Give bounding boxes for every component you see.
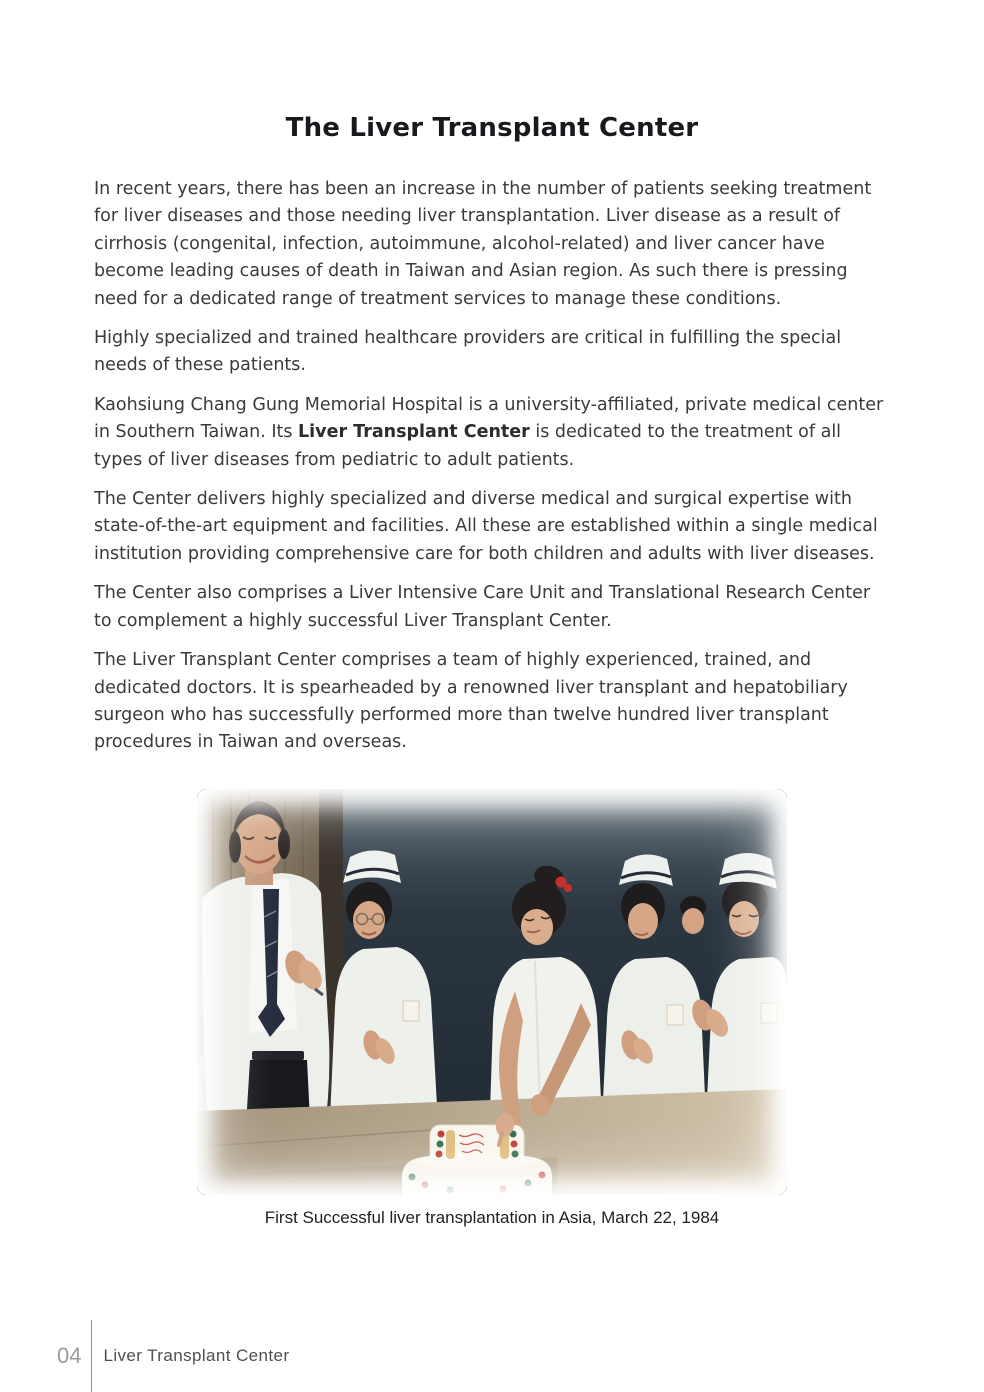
page-number: 04: [57, 1343, 82, 1368]
paragraph-hospital-post: is dedicated to the treatment of all types of liver diseases from pediatric to adult patients.: [94, 422, 842, 470]
footer-section-label: Liver Transplant Center: [103, 1346, 290, 1365]
paragraph-hospital-bold: Liver Transplant Center: [298, 422, 530, 443]
paragraph-team: The Liver Transplant Center comprises a team of highly experienced, trained, and dedicated doctors. It is spearheaded by a renowned liver transplant and hepatobiliary surgeon who has successfully performed more than twelve hundred liver transplant procedures in Taiwan and overseas.: [94, 650, 848, 753]
page-footer: [57, 1320, 289, 1392]
paragraph-providers: Highly specialized and trained healthcare providers are critical in fulfilling the special needs of these patients.: [94, 328, 842, 376]
photo-hidden-person: [680, 896, 706, 934]
paragraph-units: The Center also comprises a Liver Intensive Care Unit and Translational Research Center to complement a highly successful Liver Transplant Center.: [94, 583, 871, 631]
body-text: [94, 176, 890, 757]
page-title: The Liver Transplant Center: [285, 113, 699, 143]
paragraph-intro: In recent years, there has been an increase in the number of patients seeking treatment for liver diseases and those needing liver transplantation. Liver disease as a result of cirrhosis (congenital, infection, autoimmune, alcohol-related) and liver cancer have become leading causes of death in Taiwan and Asian region. As such there is pressing need for a dedicated range of treatment services to manage these conditions.: [94, 179, 872, 309]
paragraph-expertise: The Center delivers highly specialized and diverse medical and surgical expertise with state-of-the-art equipment and facilities. All these are established within a single medical institution providing comprehensive care for both children and adults with liver diseases.: [94, 489, 878, 564]
paragraph-hospital: [94, 392, 890, 474]
paragraph-hospital-pre: Kaohsiung Chang Gung Memorial Hospital is a university-affiliated, private medical center in Southern Taiwan. Its: [94, 394, 884, 443]
photo-caption: First Successful liver transplantation in Asia, March 22, 1984: [264, 1207, 720, 1227]
historic-photo-figure: [197, 789, 787, 1228]
photo-illustration: [197, 789, 787, 1195]
historic-photo: [197, 789, 787, 1195]
